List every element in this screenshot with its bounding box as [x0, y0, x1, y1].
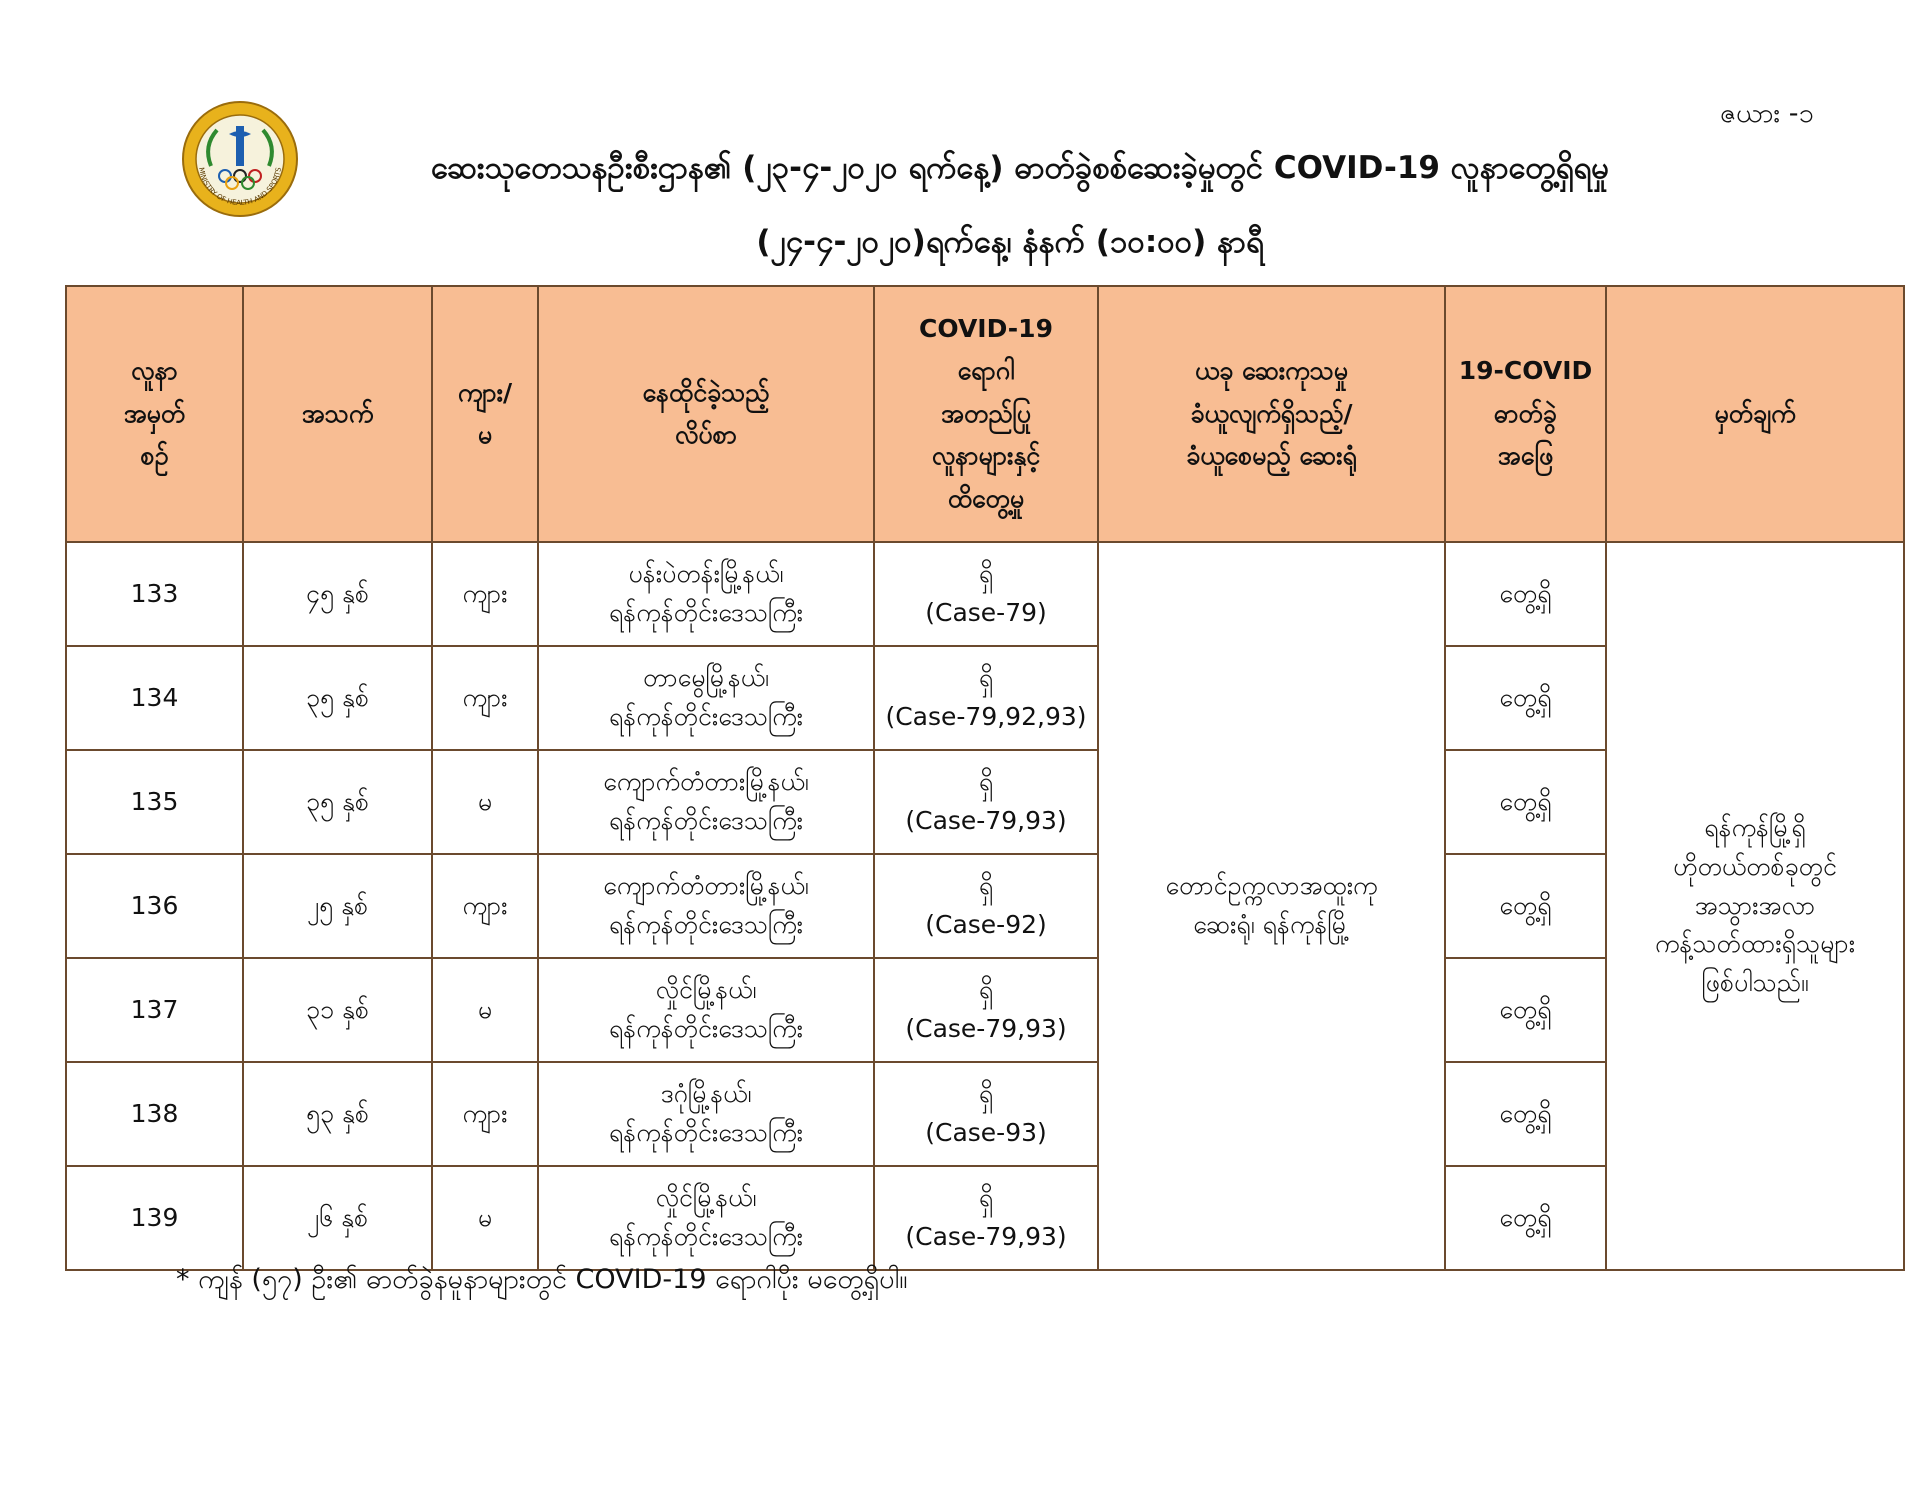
- cell-age: ၄၅ နှစ်: [243, 542, 432, 646]
- cell-age: ၃၁ နှစ်: [243, 958, 432, 1062]
- cell-contact: ရှိ (Case-79,92,93): [874, 646, 1098, 750]
- page-title: ဆေးသုတေသနဦးစီးဌာန၏ (၂၃-၄-၂၀၂၀ ရက်နေ့) ဓာတ်ခွဲစစ်ဆေးခဲ့မှုတွင် COVID-19 လူနာတွေ့ရှိရမှု: [431, 150, 1609, 186]
- header-age: အသက်: [243, 286, 432, 542]
- cell-patient-no: 135: [66, 750, 243, 854]
- header-contact-history: COVID-19 ရောဂါ အတည်ပြု လူနာများနှင့် ထိတွေ့မှု: [874, 286, 1098, 542]
- cell-contact: ရှိ (Case-79,93): [874, 1166, 1098, 1270]
- cell-lab-result: တွေ့ရှိ: [1445, 646, 1606, 750]
- cell-remark: ရန်ကုန်မြို့ရှိ ဟိုတယ်တစ်ခုတွင် အသွားအလာ ကန့်သတ်ထားရှိသူများ ဖြစ်ပါသည်။: [1606, 542, 1904, 1270]
- header-lab-result: 19-COVID ဓာတ်ခွဲ အဖြေ: [1445, 286, 1606, 542]
- cell-age: ၃၅ နှစ်: [243, 646, 432, 750]
- cell-age: ၃၅ နှစ်: [243, 750, 432, 854]
- cell-address: ကျောက်တံတားမြို့နယ်၊ ရန်ကုန်တိုင်းဒေသကြီး: [538, 854, 874, 958]
- cell-sex: ကျား: [432, 542, 538, 646]
- cell-lab-result: တွေ့ရှိ: [1445, 1166, 1606, 1270]
- cell-patient-no: 136: [66, 854, 243, 958]
- header-address: နေထိုင်ခဲ့သည့် လိပ်စာ: [538, 286, 874, 542]
- cell-patient-no: 139: [66, 1166, 243, 1270]
- table-header-row: [66, 286, 1904, 542]
- cell-lab-result: တွေ့ရှိ: [1445, 854, 1606, 958]
- svg-text:MINISTRY OF HEALTH AND SPORTS: MINISTRY OF HEALTH AND SPORTS: [197, 166, 283, 208]
- cell-contact: ရှိ (Case-92): [874, 854, 1098, 958]
- footnote: * ကျန် (၅၇) ဦး၏ ဓာတ်ခွဲနမူနာများတွင် COVID-19 ရောဂါပိုး မတွေ့ရှိပါ။: [176, 1264, 908, 1295]
- cell-sex: မ: [432, 1166, 538, 1270]
- cell-sex: ကျား: [432, 854, 538, 958]
- covid-cases-table: [65, 285, 1905, 1271]
- page-number-label: ဇယား -၁: [1720, 98, 1814, 129]
- cell-age: ၅၃ နှစ်: [243, 1062, 432, 1166]
- cell-address: လှိုင်မြို့နယ်၊ ရန်ကုန်တိုင်းဒေသကြီး: [538, 958, 874, 1062]
- cell-sex: ကျား: [432, 1062, 538, 1166]
- cell-contact: ရှိ (Case-79,93): [874, 750, 1098, 854]
- header-sex: ကျား/ မ: [432, 286, 538, 542]
- cell-patient-no: 137: [66, 958, 243, 1062]
- cell-lab-result: တွေ့ရှိ: [1445, 958, 1606, 1062]
- cell-contact: ရှိ (Case-79): [874, 542, 1098, 646]
- ministry-seal-logo: [181, 100, 299, 218]
- cell-hospital: တောင်ဥက္ကလာအထူးကု ဆေးရုံ၊ ရန်ကုန်မြို့: [1098, 542, 1445, 1270]
- cell-lab-result: တွေ့ရှိ: [1445, 750, 1606, 854]
- header-patient-no: လူနာ အမှတ် စဉ်: [66, 286, 243, 542]
- cell-age: ၂၅ နှစ်: [243, 854, 432, 958]
- cell-address: တာမွေမြို့နယ်၊ ရန်ကုန်တိုင်းဒေသကြီး: [538, 646, 874, 750]
- cell-age: ၂၆ နှစ်: [243, 1166, 432, 1270]
- cell-sex: ကျား: [432, 646, 538, 750]
- cell-address: ဒဂုံမြို့နယ်၊ ရန်ကုန်တိုင်းဒေသကြီး: [538, 1062, 874, 1166]
- cell-contact: ရှိ (Case-79,93): [874, 958, 1098, 1062]
- cell-address: လှိုင်မြို့နယ်၊ ရန်ကုန်တိုင်းဒေသကြီး: [538, 1166, 874, 1270]
- cell-patient-no: 133: [66, 542, 243, 646]
- cell-sex: မ: [432, 750, 538, 854]
- cell-contact: ရှိ (Case-93): [874, 1062, 1098, 1166]
- header-remark: မှတ်ချက်: [1606, 286, 1904, 542]
- cell-address: ကျောက်တံတားမြို့နယ်၊ ရန်ကုန်တိုင်းဒေသကြီး: [538, 750, 874, 854]
- cell-patient-no: 138: [66, 1062, 243, 1166]
- seal-icon: [181, 100, 299, 218]
- cell-address: ပန်းပဲတန်းမြို့နယ်၊ ရန်ကုန်တိုင်းဒေသကြီး: [538, 542, 874, 646]
- cell-sex: မ: [432, 958, 538, 1062]
- cell-lab-result: တွေ့ရှိ: [1445, 1062, 1606, 1166]
- header-hospital: ယခု ဆေးကုသမှု ခံယူလျက်ရှိသည့်/ ခံယူစေမည့် ဆေးရုံ: [1098, 286, 1445, 542]
- cell-patient-no: 134: [66, 646, 243, 750]
- report-datetime: (၂၄-၄-၂၀၂၀)ရက်နေ့၊ နံနက် (၁၀:၀၀) နာရီ: [756, 224, 1264, 260]
- cell-lab-result: တွေ့ရှိ: [1445, 542, 1606, 646]
- table-row: [66, 542, 1904, 646]
